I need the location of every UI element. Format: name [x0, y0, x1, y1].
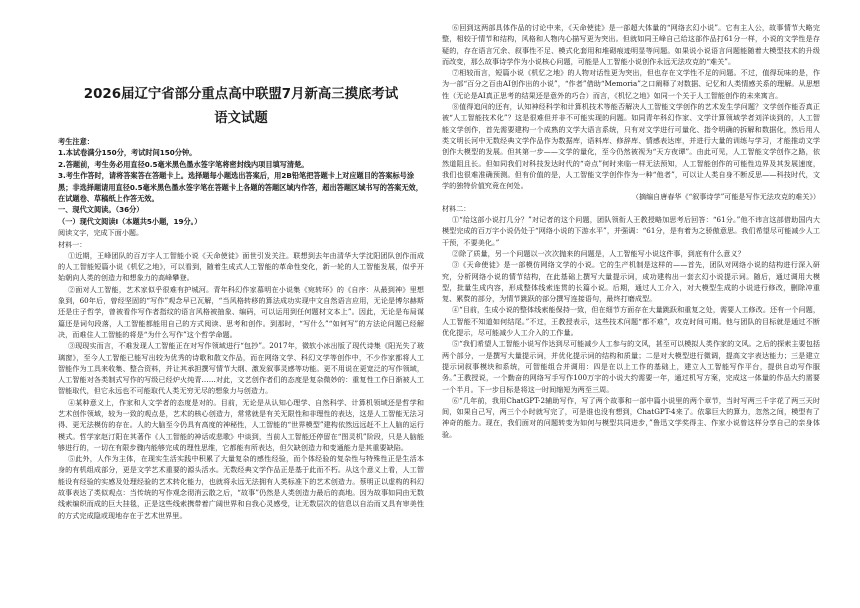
notice-item-3: 3.考生作答时，请将答案答在答题卡上。选择题每小题选出答案后，用2B铅笔把答题卡上对应题目的答案标号涂黑；非选择题请用直径0.5毫米黑色墨水签字笔在答题卡上各题的答题区域内作答，超出答题区域书写的答案无效，在试题卷、草稿纸上作答无效。 [58, 171, 423, 204]
right-column [442, 0, 820, 608]
material-2-paragraph: ④“目前，生成小说的整体线索能保持一致，但在细节方面存在大量跳跃和重复之处，需要人工修改。还有一个问题，人工智能不知道如何结尾。”不过，王教授表示，这些技术问题“都不难”，攻克时间可期。他与团队的目标就是通过不断优化提示，尽可能减少人工介入的工作量。 [442, 305, 820, 338]
material-1-paragraph: ②面对人工智能，艺术家似乎很难有护城河。青年科幻作家慕明在小说集《宛转环》的《自序：从最到神》里想象到，60年后，曾经坚固的“写作”观念早已瓦解，“当风格转移的算法成功实现中文自然语言应用，无论是博尔赫斯还是庄子哲学，曾被看作写作者指纹的语言风格被抽象、编码，可以运用到任何题材文本上”。因此，无论是布局谋篇还是词句段落，人工智能都能用自己的方式阅读、思考和创作。到那时，“写什么”“如何写”的方法论问题已经解决，而难住人工智能的将是“为什么写作”这个哲学命题。 [58, 284, 424, 339]
left-column [58, 0, 424, 608]
exam-subtitle: 语文试题 [214, 111, 268, 126]
material-1-paragraph: ⑧值得追问的还有，认知神经科学和计算机技术等能否解决人工智能文学创作的艺术发生学问题？文学创作能否真正被“人工智能技术化”？这是很难但并非不可能实现的问题。如同青年科幻作家、文学计算领域学者刘洋谈到的，人工智能文学创作，首先需要建构一个成熟的文学大语言系统，只有对文学进行可量化、指令明确的拆解和数据化，然后用人类文明长河中无数经典文学作品作为数据库，语料库、修辞库、情感表达库，并进行大量的训练与学习，才能推动文学创作大模型的发展。但其第一步——文学的量化，至今仍然被视为“天方夜谭”。由此可见，人工智能文学创作之路，依然道阻且长。但如同我们对科技发达时代的“奇点”何时来临一样无法预知，人工智能创作的可能性边界及其发展速度，我们也很难准确预测。但有价值的是，人工智能文学创作作为一种“他者”，可以让人类自身不断反思——科技时代，文学的独特价值究竟在何处。 [442, 102, 820, 191]
exam-title: 2026届辽宁省部分重点高中联盟7月新高三摸底考试 [83, 87, 399, 102]
material-2-paragraph: ①“给这部小说打几分？”对记者的这个问题，团队领衔人王教授略加思考后回答：“61分。”他不讳言这部借助国内大模型完成的百万字小说仍处于“网络小说的下游水平”，并强调：“61分，是有着为之骄傲意思。我们希望尽可能减少人工干预，不要美化。” [442, 215, 820, 247]
notice-item-1: 1.本试卷满分150分，考试时间150分钟。 [58, 148, 197, 158]
material-2-paragraph: ⑤“我们希望人工智能小说写作达到尽可能减少人工参与的文风，甚至可以模拟人类作家的文风。之后的探索主要包括两个部分，一是撰写大量提示词，并优化提示词的结构和质量；二是对大模型进行微调，提高文字表达能力；三是建立提示词叙事模块和系统，可智能组合并调用：四是在以上工作的基础上，建立人工智能写作平台，提供自动写作服务。”王教授说，一个勤奋的网络写手写作100万字的小说大约需要一年，通过机写方案，完成这一体量的作品大约需要一个半月。下一步目标是将这一时间缩短为两至三周。 [442, 339, 820, 394]
subsection-heading: （一）现代文阅读Ⅰ（本题共5小题，19分。） [58, 216, 202, 226]
material-2-paragraph: ⑥“几年前，我用ChatGPT-2辅助写作，写了两个故事和一部中篇小说里的两个章节，当时写两三千字花了两三天时间，如果自己写，两三个小时就写完了，可是谁也没有想到，ChatGPT-4来了。依靠巨大的算力，忽然之间，模型有了神奇的能力。现在，我们面对的问题转变为如何与模型共同进步，”鲁迅文学奖得主、作家小说曾这样分享自己的亲身体验。 [442, 395, 820, 439]
material-1-label: 材料一： [58, 239, 87, 249]
section-heading: 一、现代文阅读。（36分） [58, 205, 144, 215]
material-1-paragraph: ⑥回到这两部具体作品的讨论中来，《天命使徒》是一部超大体量的“网络玄幻小说”。它有主人公，故事情节大略完整，相较于情节和结构，风格和人物内心描写更为突出。但就如同王峰自己给这部作品打61分一样，小说的文学性是存疑的，存在语言冗余、叙事性不足、模式化套用和堆砌痕迹明显等问题。如果说小说语言问题能随着大模型技术的升级而改变，那么故事诗学作为小说核心问题，可能是人工智能小说创作永远无法攻克的“难关”。 [442, 23, 820, 66]
material-2-label: 材料二： [442, 203, 471, 213]
notice-heading: 考生注意： [58, 137, 94, 146]
material-1-paragraph: ①近期，王峰团队的百万字人工智能小说《天命使徒》面世引发关注。联想到去年由清华大学沈阳团队创作而成的人工智能短篇小说《机忆之地》，可以看到，随着生成式人工智能的革命性变化，新一轮的人工智能发展，似乎开始朝向人类的创造力和想象力的高峰攀登。 [58, 250, 424, 283]
notice-item-2: 2.答题前，考生务必用直径0.5毫米黑色墨水签字笔将密封线内项目填写清楚。 [58, 159, 309, 169]
material-1-paragraph: ④某种意义上，作家和人文学者的态度是对的。目前，无论是从认知心理学、自然科学、计算机领域还是哲学和艺术创作领域，较为一致的观点是，艺术的核心创造力，常常就是有关无限性和非理性的表达，这是人工智能无法习得、更无法模仿的存在。人的大脑至今仍具有高度的神秘性，人工智能的“世界模型”建构依然远远赶不上人脑的运行模式。哲学家赵汀阳在其著作《人工智能的神话或悲歌》中谈到，当前人工智能还停留在“图灵机”阶段，只是人脑能够进行的，一切在有限步骤内能够完成的理性思维，它都能有所表达，但欠缺创造力和变通能力是其重要缺陷。 [58, 397, 424, 452]
material-1-paragraph: ③现现实而言，不难发现人工智能正在对写作领域进行“包抄”。2017年，微软小冰出版了现代诗集《阳光失了玻璃窗》，至今人工智能已能写出较为优秀的诗歌和散文作品，而在网络文学、科幻文学等创作中，不少作家都将人工智能作为工具来收集、整合资料，并让其承担撰写情节大纲、激发叙事灵感等功能。更不用说在更宽泛的写作领域，人工智能对各类制式写作的写级已经炉火纯青……对此，文艺创作者们的态度是复杂微妙的：重复性工作日渐被人工智能取代，但它永远也不可能取代人类无穷无尽的想象力与创造力。 [58, 341, 424, 396]
reading-instruction: 阅读文字，完成下面小题。 [58, 228, 144, 238]
source-citation: （摘编自唐春华《“叙事诗学”可能是写作无法攻克的难关》） [631, 192, 820, 202]
material-1-paragraph: ⑦相较而言，短篇小说《机忆之地》的人物对话性更为突出，但也存在文学性不足的问题。不过，值得玩味的是，作为一部“百分之百由AI创作出的小说”，“作者”借助“Memoria”之口阐释了对数据、记忆和人类情感关系的理解。从思想性（无论是AI真正思考的结果还是意外的巧合）而言，《机忆之地》如同一个关于人工智能创作的未来寓言。 [442, 68, 820, 100]
material-2-paragraph: ③《天命使徒》是一部模仿网络文学的小说。它的生产机制是这样的——首先，团队对网络小说的结构进行深入研究，分析网络小说的情节结构，在此基础上撰写大量提示词，成功建构出一套玄幻小说提示词。随后，通过调用大模型，批量生成内容，形成整体线索连贯的长篇小说。后期，通过人工介入，对大模型生成的小说进行修改，删除冲重复、累赘的部分，为情节跳跃的部分撰写连接语句，最终打磨成型。 [442, 260, 820, 304]
material-2-paragraph: ②除了质量，另一个问题以一次次抛来的问题是，人工智能写小说这件事，到底有什么意义？ [451, 248, 745, 258]
material-1-paragraph: ⑤此外，人作为主体，在现实生活实践中积累了大量复杂的感性经验，而个体经验的复杂性与特殊性正是生活本身的有机组成部分，更是文学艺术重要的源头活水。无数经典文学作品正是基于此而不朽。从这个意义上看，人工智能设有经验的实感及处理经验的艺术转化能力，也就将永远无法拥有人类标准下的艺术创造力。蔡明正以虚构的科幻故事表达了类似观点：当传统的写作观念彻消云散之后，“故事”仍然是人类创造力最后的高地。因为故事如同由无数线索编织而成的巨大挂毯，正是这些线索携带着广阔世界和自我心灵感受，让无数层次的信息以自治而又具有审美性的方式完成隐或现地存在于艺术世界里。 [58, 454, 424, 520]
